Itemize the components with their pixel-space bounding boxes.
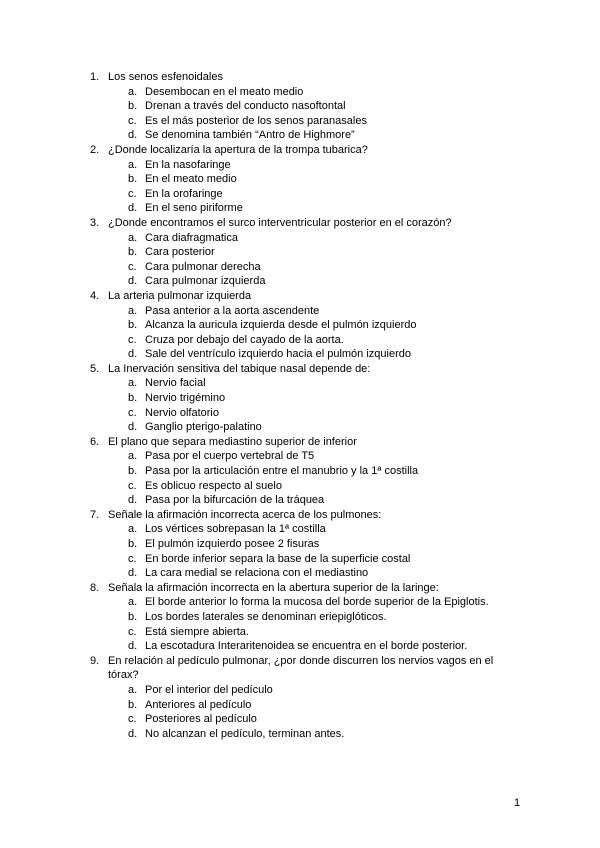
- question-text: Señala la afirmación incorrecta en la abertura superior de la laringe:: [108, 581, 439, 594]
- option-letter: d.: [128, 275, 138, 288]
- answer-option-b: [128, 537, 510, 552]
- option-letter: b.: [128, 246, 138, 259]
- question-number: 1.: [90, 71, 100, 83]
- answer-option-d: [128, 639, 510, 654]
- option-text: Cara diafragmatica: [145, 231, 238, 244]
- option-text: En el meato medio: [145, 173, 237, 186]
- answer-option-a: [128, 304, 510, 319]
- option-letter: d.: [128, 727, 138, 740]
- answer-option-c: [128, 712, 510, 727]
- option-text: El pulmón izquierdo posee 2 fisuras: [145, 538, 320, 550]
- answer-options: [108, 304, 510, 362]
- answer-option-a: [128, 376, 510, 391]
- question-list: [90, 70, 510, 741]
- option-letter: a.: [128, 304, 138, 317]
- option-letter: c.: [128, 187, 137, 200]
- question-1: [90, 70, 510, 143]
- answer-option-d: [128, 347, 510, 362]
- answer-option-d: [128, 128, 510, 143]
- question-3: [90, 216, 510, 289]
- option-letter: a.: [128, 158, 138, 171]
- answer-option-b: [128, 464, 510, 479]
- option-letter: c.: [128, 625, 137, 638]
- option-letter: a.: [128, 231, 138, 244]
- option-text: Anteriores al pedículo: [145, 698, 252, 711]
- option-letter: c.: [128, 713, 137, 726]
- answer-option-b: [128, 610, 510, 625]
- answer-option-b: [128, 245, 510, 260]
- question-number: 4.: [90, 289, 100, 302]
- answer-option-c: [128, 552, 510, 567]
- answer-option-a: [128, 158, 510, 173]
- option-text: Pasa anterior a la aorta ascendente: [145, 304, 320, 317]
- option-letter: b.: [128, 698, 138, 711]
- option-letter: c.: [128, 333, 137, 346]
- answer-option-c: [128, 187, 510, 202]
- option-text: La cara medial se relaciona con el mediastino: [145, 567, 369, 580]
- question-number: 8.: [90, 581, 100, 594]
- answer-option-d: [128, 493, 510, 508]
- option-letter: d.: [128, 348, 138, 361]
- question-number: 2.: [90, 143, 100, 156]
- answer-option-c: [128, 479, 510, 494]
- option-letter: c.: [128, 260, 137, 273]
- option-text: Por el interior del pedículo: [145, 683, 273, 696]
- option-text: Nervio facial: [145, 377, 206, 390]
- answer-option-b: [128, 698, 510, 713]
- answer-option-a: [128, 522, 510, 537]
- answer-options: [108, 449, 510, 507]
- page-number: 1: [514, 797, 521, 809]
- option-text: Alcanza la auricula izquierda desde el pulmón izquierdo: [145, 319, 417, 332]
- answer-option-c: [128, 625, 510, 640]
- question-5: [90, 362, 510, 435]
- question-4: [90, 289, 510, 362]
- option-text: En la nasofaringe: [145, 158, 231, 171]
- answer-option-a: [128, 449, 510, 464]
- option-letter: b.: [128, 319, 138, 332]
- question-text: ¿Donde localizaría la apertura de la trompa tubarica?: [108, 143, 368, 156]
- question-number: 9.: [90, 654, 100, 667]
- option-letter: a.: [128, 450, 138, 463]
- option-text: Cara posterior: [145, 246, 215, 259]
- option-letter: d.: [128, 202, 138, 215]
- answer-option-c: [128, 406, 510, 421]
- question-text: La arteria pulmonar izquierda: [108, 289, 252, 302]
- option-letter: c.: [128, 552, 137, 565]
- option-letter: b.: [128, 538, 138, 550]
- option-text: Es el más posterior de los senos paranasales: [145, 114, 367, 127]
- option-text: En la orofaringe: [145, 187, 223, 200]
- answer-option-c: [128, 114, 510, 129]
- question-number: 3.: [90, 216, 100, 229]
- answer-option-a: [128, 85, 510, 100]
- option-text: Sale del ventrículo izquierdo hacia el pulmón izquierdo: [145, 348, 411, 361]
- answer-option-a: [128, 595, 510, 610]
- option-letter: a.: [128, 683, 138, 696]
- option-text: Cara pulmonar izquierda: [145, 275, 266, 288]
- question-number: 6.: [90, 435, 100, 448]
- question-number: 7.: [90, 508, 100, 521]
- question-number: 5.: [90, 362, 100, 375]
- option-letter: d.: [128, 640, 138, 653]
- answer-option-d: [128, 274, 510, 289]
- option-text: Drenan a través del conducto nasoftontal: [145, 100, 346, 113]
- question-9: [90, 654, 510, 742]
- option-text: Pasa por la articulación entre el manubrio y la 1ª costilla: [145, 465, 419, 478]
- question-text: En relación al pedículo pulmonar, ¿por donde discurren los nervios vagos en el tórax?: [108, 654, 494, 682]
- option-text: La escotadura Interaritenoidea se encuentra en el borde posterior.: [145, 640, 468, 653]
- option-letter: b.: [128, 610, 138, 623]
- option-letter: c.: [128, 406, 137, 419]
- option-text: Cruza por debajo del cayado de la aorta.: [145, 333, 344, 346]
- answer-option-c: [128, 333, 510, 348]
- answer-option-d: [128, 566, 510, 581]
- answer-option-b: [128, 318, 510, 333]
- option-letter: b.: [128, 173, 138, 186]
- question-6: [90, 435, 510, 508]
- question-text: Los senos esfenoidales: [108, 71, 223, 83]
- option-letter: c.: [128, 479, 137, 492]
- option-text: Los vértices sobrepasan la 1ª costilla: [145, 523, 326, 536]
- answer-option-c: [128, 260, 510, 275]
- option-letter: a.: [128, 377, 138, 390]
- option-letter: d.: [128, 567, 138, 580]
- question-text: Señale la afirmación incorrecta acerca de los pulmones:: [108, 508, 382, 521]
- question-7: [90, 508, 510, 581]
- question-text: El plano que separa mediastino superior de inferior: [108, 435, 357, 448]
- answer-options: [108, 595, 510, 653]
- option-letter: a.: [128, 523, 138, 536]
- option-text: Pasa por la bifurcación de la tráquea: [145, 494, 325, 507]
- answer-option-b: [128, 172, 510, 187]
- option-text: El borde anterior lo forma la mucosa del borde superior de la Epiglotis.: [145, 596, 489, 609]
- option-text: Desembocan en el meato medio: [145, 85, 304, 98]
- option-text: En borde inferior separa la base de la superficie costal: [145, 552, 411, 565]
- option-text: No alcanzan el pedículo, terminan antes.: [145, 727, 345, 740]
- option-text: Está siempre abierta.: [145, 625, 249, 638]
- answer-option-a: [128, 683, 510, 698]
- option-text: Se denomina también “Antro de Highmore”: [145, 129, 355, 142]
- answer-options: [108, 683, 510, 741]
- option-letter: d.: [128, 129, 138, 142]
- option-text: Nervio olfatorio: [145, 406, 219, 419]
- answer-option-d: [128, 727, 510, 742]
- option-letter: b.: [128, 100, 138, 113]
- option-text: Ganglio pterigo-palatino: [145, 421, 262, 434]
- option-letter: b.: [128, 465, 138, 478]
- answer-option-b: [128, 99, 510, 114]
- answer-options: [108, 522, 510, 580]
- option-text: Los bordes laterales se denominan eriepiglóticos.: [145, 610, 387, 623]
- answer-option-d: [128, 420, 510, 435]
- option-text: Nervio trigémino: [145, 392, 226, 405]
- option-text: Cara pulmonar derecha: [145, 260, 261, 273]
- question-text: ¿Donde encontramos el surco interventricular posterior en el corazón?: [108, 216, 452, 229]
- option-letter: d.: [128, 421, 138, 434]
- answer-options: [108, 158, 510, 216]
- option-text: Pasa por el cuerpo vertebral de T5: [145, 450, 315, 463]
- option-text: Posteriores al pedículo: [145, 713, 257, 726]
- option-text: En el seno piriforme: [145, 202, 243, 215]
- answer-options: [108, 85, 510, 143]
- answer-option-d: [128, 201, 510, 216]
- option-letter: b.: [128, 392, 138, 405]
- option-letter: a.: [128, 596, 138, 609]
- answer-option-a: [128, 231, 510, 246]
- question-2: [90, 143, 510, 216]
- option-letter: c.: [128, 114, 137, 127]
- answer-option-b: [128, 391, 510, 406]
- option-letter: a.: [128, 85, 138, 98]
- option-text: Es oblicuo respecto al suelo: [145, 479, 282, 492]
- option-letter: d.: [128, 494, 138, 507]
- answer-options: [108, 231, 510, 289]
- question-8: [90, 581, 510, 654]
- question-text: La Inervación sensitiva del tabique nasal depende de:: [108, 362, 371, 375]
- answer-options: [108, 376, 510, 434]
